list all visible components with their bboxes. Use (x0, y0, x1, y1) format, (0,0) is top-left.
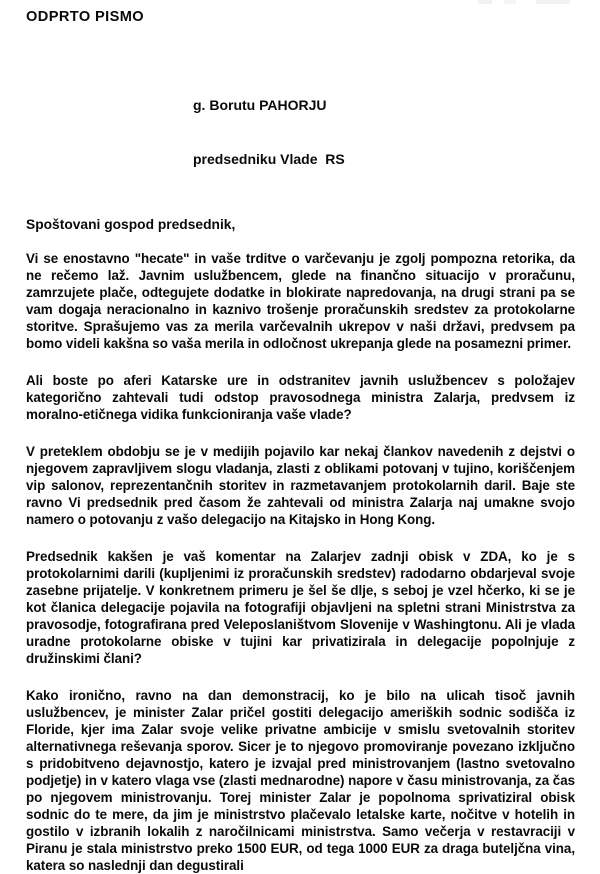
paragraph-3: V preteklem obdobju se je v medijih pojavilo kar nekaj člankov navedenih z dejstvi o njegovem zapravljivem slogu vladanja, zlasti z oblikami potovanj v tujino, koriščenjem vip salonov, reprezentančnih storitev in razmetavanjem protokolarnih daril. Baje ste ravno Vi predsednik pred časom že zahtevali od ministra Zalarja naj umakne svojo namero o potovanju z vašo delegacijo na Kitajsko in Hong Kong. (26, 444, 575, 527)
letter-body (26, 250, 575, 874)
scan-artifact (478, 0, 588, 4)
recipient-block (193, 60, 575, 204)
paragraph-5: Kako ironično, ravno na dan demonstracij, ko je bilo na ulicah tisoč javnih uslužbencev, je minister Zalar pričel gostiti delegacijo ameriških sodnic sodišča iz Floride, kjer ima Zalar svoje velike privatne ambicije v smislu svetovalnih storitev alternativnega reševanja sporov. Sicer je to njegovo promoviranje povezano izključno s pridobitveno dejavnostjo, katero je izvajal pred ministrovanjem (lastno svetovalno podjetje) in v katero vlaga vse (zlasti mednarodne) napore v času ministrovanja, za čas po njegovem ministrovanju. Torej minister Zalar je popolnoma sprivatiziral obisk sodnic do te mere, da jim je ministrstvo plačevalo letalske karte, nočitve v hotelih in gostilo v izbranih lokalih z naročilnicami ministrstva. Samo večerja v restavraciji v Piranu je stala ministrstvo preko 1500 EUR, od tega 1000 EUR za draga buteljčna vina, katera so naslednji dan degustirali (26, 688, 575, 873)
salutation: Spoštovani gospod predsednik, (26, 217, 236, 232)
document-title: ODPRTO PISMO (26, 9, 145, 25)
recipient-role: predsedniku Vlade RS (193, 151, 345, 167)
paragraph-2: Ali boste po aferi Katarske ure in odstranitev javnih uslužbencev s položajev kategorično zahtevali tudi odstop pravosodnega ministra Zalarja, predvsem iz moralno-etičnega vidika funkcioniranja vaše vlade? (26, 373, 575, 422)
paragraph-4: Predsednik kakšen je vaš komentar na Zalarjev zadnji obisk v ZDA, ko je s protokolarnimi darili (kupljenimi iz proračunskih sredstev) radodarno obdarjeval svoje zasebne prijatelje. V konkretnem primeru je šel še dlje, s seboj je vzel hčerko, ki se je kot članica delegacije pojavila na fotografiji objavljeni na spletni strani Ministrstva za pravosodje, fotografirana pred Veleposlaništvom Slovenije v Washingtonu. Ali je vlada uradne protokolarne obiske v tujini kar privatizirala in delegacije popolnjuje z družinskimi člani? (26, 549, 575, 666)
recipient-name: g. Borutu PAHORJU (193, 97, 327, 113)
paragraph-1: Vi se enostavno "hecate" in vaše trditve o varčevanju je zgolj pompozna retorika, da ne rečemo laž. Javnim uslužbencem, glede na finančno situacijo v proračunu, zamrzujete plače, odtegujete dodatke in blokirate napredovanja, na drugi strani pa se vam dogaja neracionalno in kaznivo trošenje proračunskih sredstev za protokolarne storitve. Sprašujemo vas za merila varčevalnih ukrepov v naši državi, predvsem pa bomo videli kakšna so vaša merila in odločnost ukrepanja glede na posamezni primer. (26, 251, 575, 351)
